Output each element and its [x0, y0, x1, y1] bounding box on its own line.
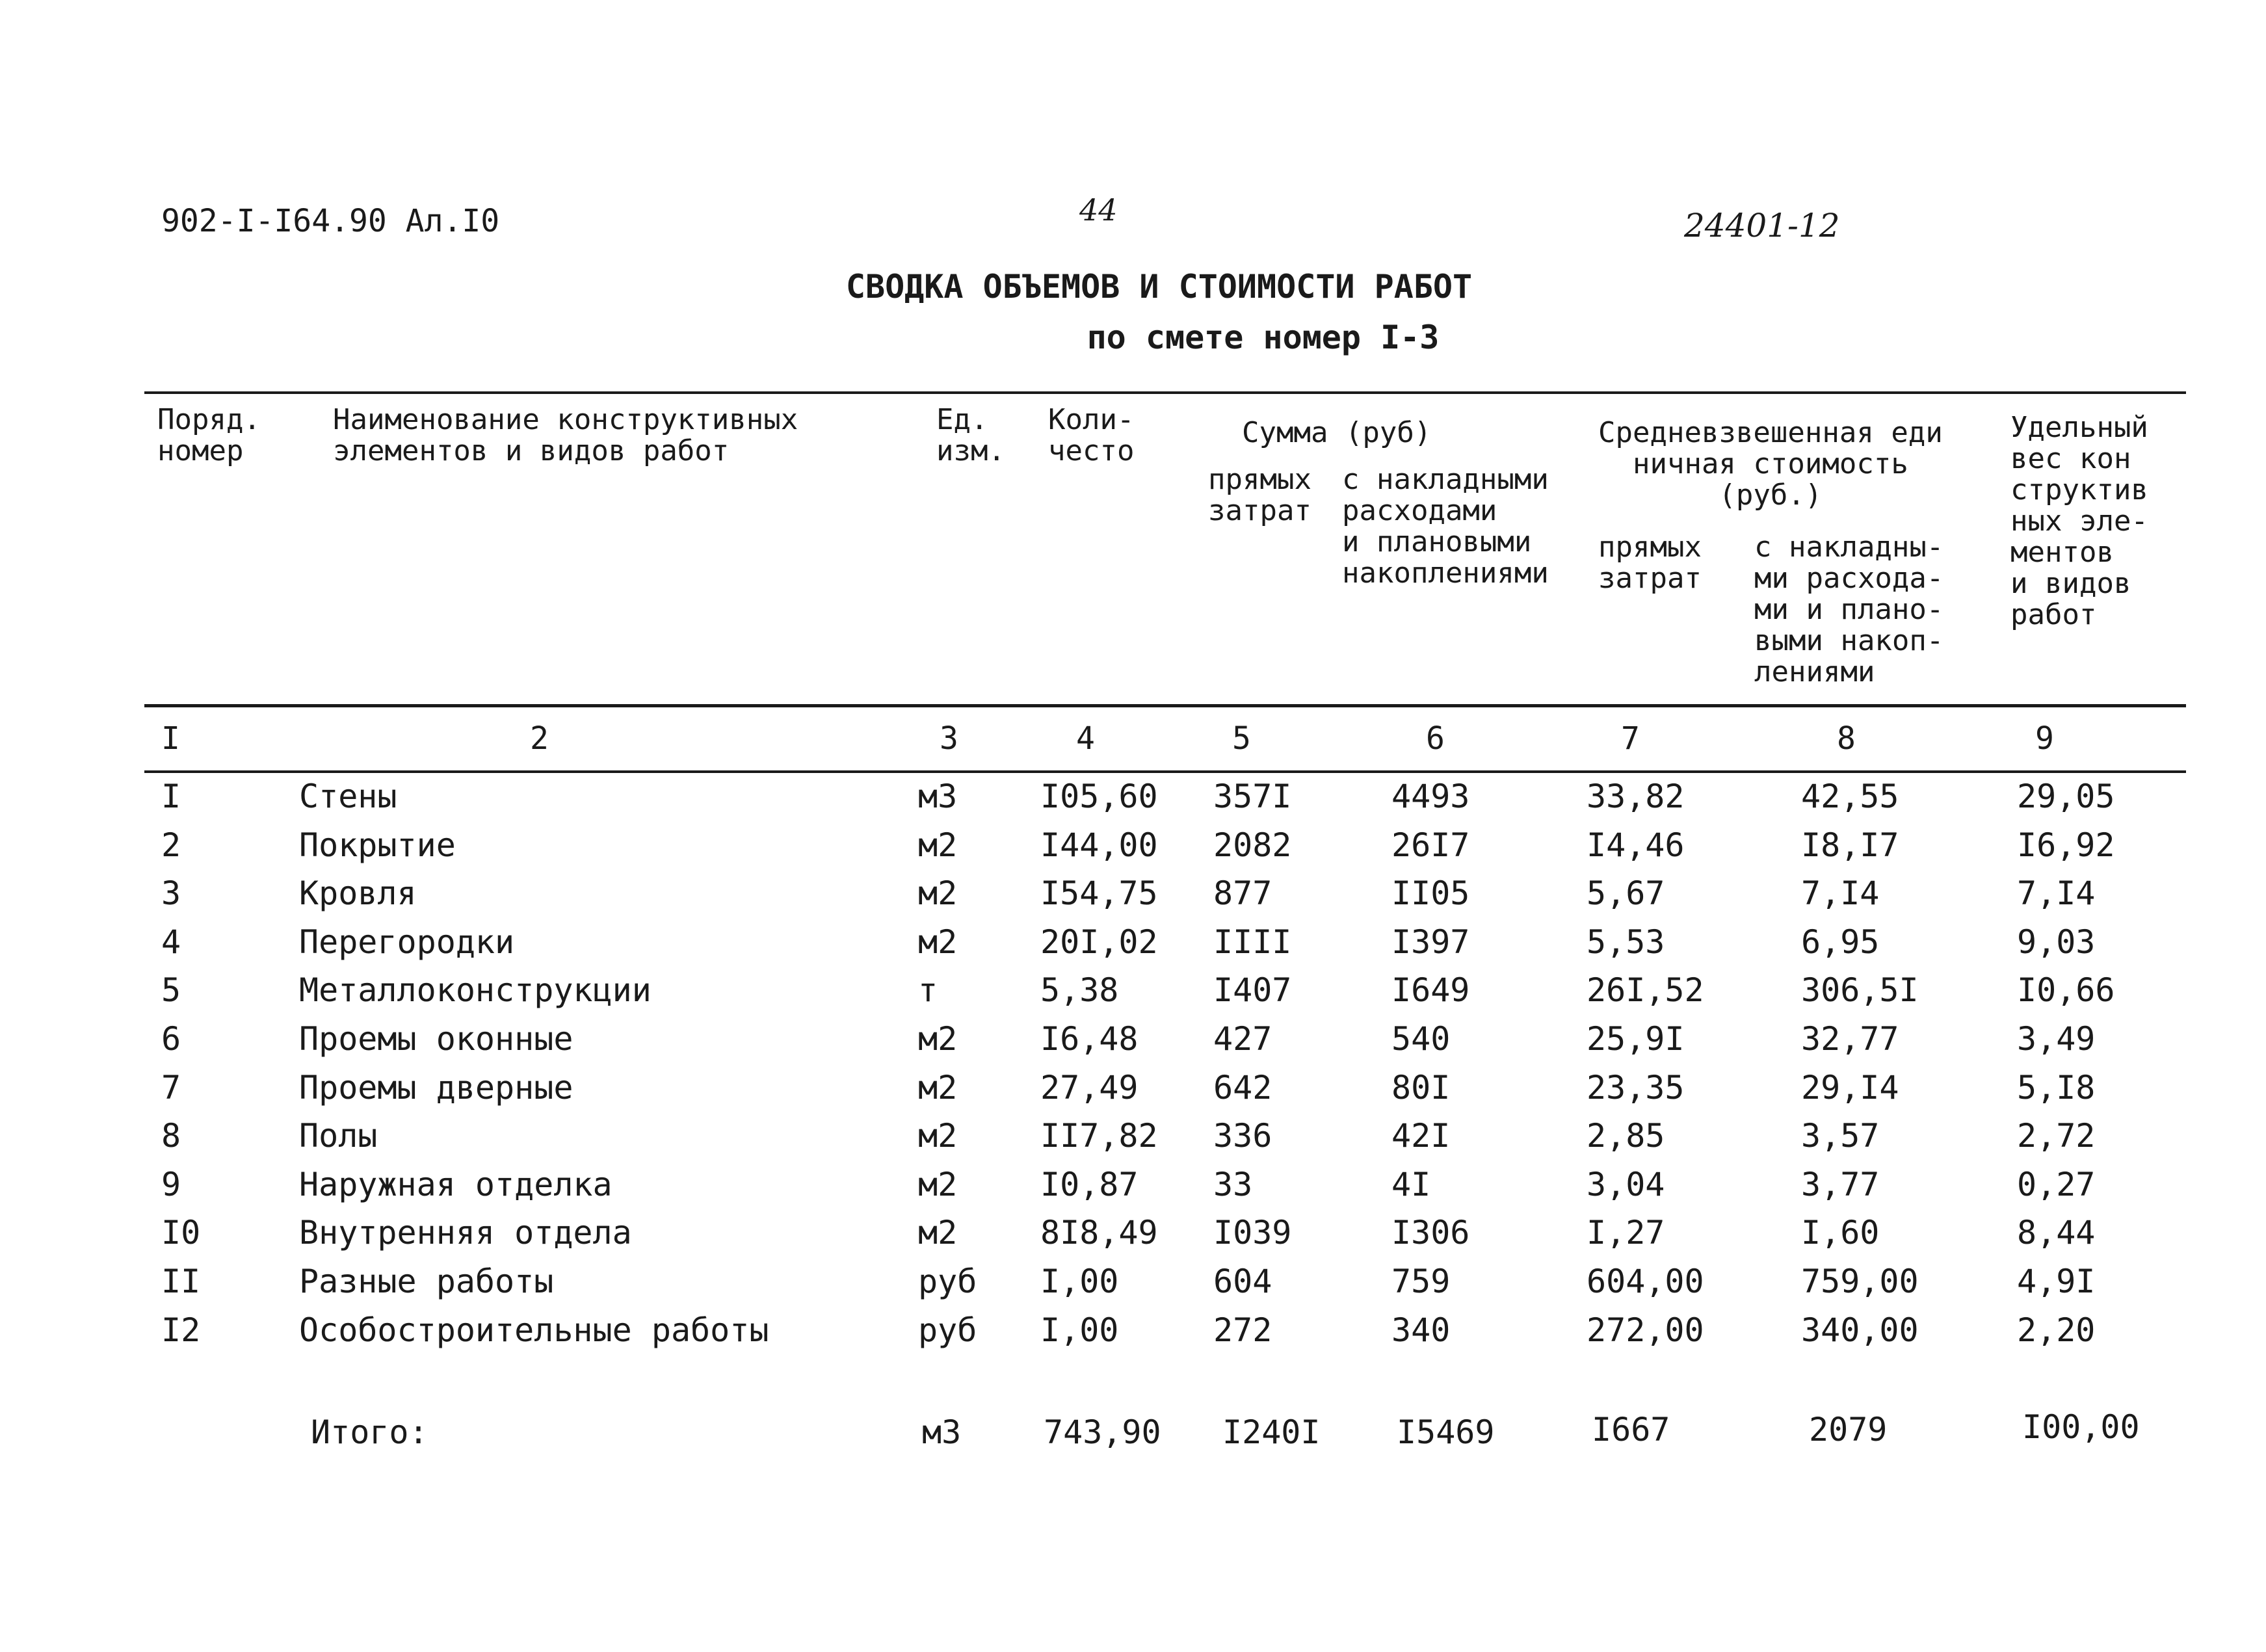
row-unit: м2 — [918, 1069, 958, 1107]
total-quantity: 743,90 — [1044, 1413, 1161, 1451]
row-share: 2,72 — [2017, 1117, 2096, 1155]
row-unit-with-overhead: 3,77 — [1801, 1166, 1880, 1203]
column-number-9: 9 — [2035, 720, 2054, 757]
row-unit-with-overhead: 759,00 — [1801, 1263, 1919, 1300]
row-number: 2 — [161, 826, 181, 864]
row-element-name: Перегородки — [299, 923, 515, 961]
row-direct-costs: 427 — [1213, 1020, 1272, 1058]
row-element-name: Наружная отделка — [299, 1166, 613, 1203]
column-number-4: 4 — [1076, 720, 1095, 757]
row-direct-costs: 2082 — [1213, 826, 1292, 864]
row-with-overhead: 759 — [1391, 1263, 1451, 1300]
row-share: 7,I4 — [2017, 874, 2096, 912]
row-share: 29,05 — [2017, 778, 2115, 815]
header-unit-direct: прямых затрат — [1598, 531, 1702, 595]
row-unit-direct: I4,46 — [1587, 826, 1685, 864]
row-quantity: 5,38 — [1040, 971, 1119, 1009]
row-share: 0,27 — [2017, 1166, 2096, 1203]
row-with-overhead: 42I — [1391, 1117, 1451, 1155]
row-direct-costs: 357I — [1213, 778, 1292, 815]
column-number-2: 2 — [530, 720, 549, 757]
row-element-name: Проемы дверные — [299, 1069, 573, 1107]
row-element-name: Проемы оконные — [299, 1020, 573, 1058]
row-unit: руб — [918, 1311, 977, 1349]
row-share: I6,92 — [2017, 826, 2115, 864]
row-direct-costs: I407 — [1213, 971, 1292, 1009]
row-element-name: Полы — [299, 1117, 378, 1155]
row-quantity: I0,87 — [1040, 1166, 1139, 1203]
row-share: 3,49 — [2017, 1020, 2096, 1058]
row-element-name: Особостроительные работы — [299, 1311, 769, 1349]
row-unit-with-overhead: 306,5I — [1801, 971, 1919, 1009]
row-quantity: 27,49 — [1040, 1069, 1139, 1107]
row-unit-direct: 26I,52 — [1587, 971, 1704, 1009]
column-number-1: I — [161, 720, 180, 757]
total-share: I00,00 — [2022, 1408, 2140, 1446]
row-number: 3 — [161, 874, 181, 912]
row-unit-direct: 3,04 — [1587, 1166, 1665, 1203]
row-unit: м2 — [918, 1214, 958, 1252]
row-unit: м2 — [918, 1117, 958, 1155]
row-direct-costs: 604 — [1213, 1263, 1272, 1300]
row-unit: м2 — [918, 826, 958, 864]
row-unit-direct: 23,35 — [1587, 1069, 1685, 1107]
row-unit-with-overhead: 3,57 — [1801, 1117, 1880, 1155]
header-unit: Ед. изм. — [936, 403, 1005, 467]
header-with-overhead: с накладными расходами и плановыми накоплениями — [1342, 463, 1549, 590]
row-with-overhead: 340 — [1391, 1311, 1451, 1349]
row-quantity: I05,60 — [1040, 778, 1158, 815]
row-direct-costs: 642 — [1213, 1069, 1272, 1107]
column-number-8: 8 — [1837, 720, 1856, 757]
page-subtitle: по смете номер I-3 — [1087, 319, 1440, 356]
row-number: 8 — [161, 1117, 181, 1155]
total-unit-with-overhead: 2079 — [1809, 1411, 1888, 1449]
row-quantity: I6,48 — [1040, 1020, 1139, 1058]
row-quantity: II7,82 — [1040, 1117, 1158, 1155]
page-number: 44 — [1079, 192, 1118, 228]
row-element-name: Стены — [299, 778, 397, 815]
header-order-number: Поряд. номер — [157, 403, 261, 467]
row-unit-direct: 5,53 — [1587, 923, 1665, 961]
document-reference: 24401-12 — [1684, 207, 1840, 244]
row-element-name: Покрытие — [299, 826, 456, 864]
row-share: 9,03 — [2017, 923, 2096, 961]
table-top-rule — [144, 391, 2186, 394]
row-with-overhead: 26I7 — [1391, 826, 1470, 864]
row-unit-with-overhead: 6,95 — [1801, 923, 1880, 961]
row-with-overhead: 4493 — [1391, 778, 1470, 815]
row-unit: м3 — [918, 778, 958, 815]
row-unit-with-overhead: 7,I4 — [1801, 874, 1880, 912]
row-with-overhead: 80I — [1391, 1069, 1451, 1107]
column-number-5: 5 — [1232, 720, 1251, 757]
row-with-overhead: I306 — [1391, 1214, 1470, 1252]
column-number-3: 3 — [940, 720, 958, 757]
row-unit: м2 — [918, 923, 958, 961]
row-direct-costs: 877 — [1213, 874, 1272, 912]
row-with-overhead: 540 — [1391, 1020, 1451, 1058]
row-number: I2 — [161, 1311, 201, 1349]
row-quantity: I,00 — [1040, 1263, 1119, 1300]
row-share: 2,20 — [2017, 1311, 2096, 1349]
row-unit-direct: I,27 — [1587, 1214, 1665, 1252]
row-number: 9 — [161, 1166, 181, 1203]
row-unit: м2 — [918, 874, 958, 912]
row-unit-direct: 5,67 — [1587, 874, 1665, 912]
row-unit-direct: 2,85 — [1587, 1117, 1665, 1155]
row-share: 8,44 — [2017, 1214, 2096, 1252]
document-code: 902-I-I64.90 Ал.I0 — [161, 203, 500, 239]
total-with-overhead: I5469 — [1397, 1413, 1495, 1451]
row-element-name: Разные работы — [299, 1263, 554, 1300]
row-element-name: Внутренняя отдела — [299, 1214, 632, 1252]
row-unit-direct: 25,9I — [1587, 1020, 1685, 1058]
row-direct-costs: IIII — [1213, 923, 1292, 961]
column-number-6: 6 — [1426, 720, 1445, 757]
row-quantity: 8I8,49 — [1040, 1214, 1158, 1252]
total-direct: I240I — [1222, 1413, 1321, 1451]
row-unit-with-overhead: 340,00 — [1801, 1311, 1919, 1349]
row-direct-costs: 33 — [1213, 1166, 1253, 1203]
row-quantity: I54,75 — [1040, 874, 1158, 912]
row-share: I0,66 — [2017, 971, 2115, 1009]
table-header-rule — [144, 704, 2186, 707]
row-quantity: 20I,02 — [1040, 923, 1158, 961]
row-quantity: I44,00 — [1040, 826, 1158, 864]
row-unit-with-overhead: I8,I7 — [1801, 826, 1899, 864]
row-quantity: I,00 — [1040, 1311, 1119, 1349]
row-unit: т — [918, 971, 938, 1009]
row-number: 4 — [161, 923, 181, 961]
row-direct-costs: I039 — [1213, 1214, 1292, 1252]
row-with-overhead: 4I — [1391, 1166, 1431, 1203]
row-number: II — [161, 1263, 201, 1300]
row-direct-costs: 336 — [1213, 1117, 1272, 1155]
row-unit-with-overhead: 29,I4 — [1801, 1069, 1899, 1107]
row-unit: руб — [918, 1263, 977, 1300]
row-unit-direct: 272,00 — [1587, 1311, 1704, 1349]
row-number: 7 — [161, 1069, 181, 1107]
row-unit-with-overhead: 42,55 — [1801, 778, 1899, 815]
row-element-name: Кровля — [299, 874, 417, 912]
row-number: I — [161, 778, 181, 815]
table-column-numbers-rule — [144, 770, 2186, 773]
header-share: Удельный вес кон структив ных эле- ментов и видов работ — [2010, 411, 2148, 631]
total-unit: м3 — [922, 1413, 962, 1451]
row-with-overhead: I649 — [1391, 971, 1470, 1009]
header-weighted-unit-cost-group: Средневзвешенная еди ничная стоимость (руб.) — [1598, 416, 1943, 512]
column-number-7: 7 — [1621, 720, 1640, 757]
page-title: СВОДКА ОБЪЕМОВ И СТОИМОСТИ РАБОТ — [845, 268, 1473, 306]
header-quantity: Коли- често — [1048, 403, 1135, 467]
row-direct-costs: 272 — [1213, 1311, 1272, 1349]
row-unit-direct: 33,82 — [1587, 778, 1685, 815]
header-unit-with-overhead: с накладны- ми расхода- ми и плано- выми накоп- лениями — [1754, 531, 1944, 688]
row-unit-direct: 604,00 — [1587, 1263, 1704, 1300]
row-unit-with-overhead: 32,77 — [1801, 1020, 1899, 1058]
row-with-overhead: I397 — [1391, 923, 1470, 961]
header-sum-group: Сумма (руб) — [1242, 416, 1432, 449]
row-number: I0 — [161, 1214, 201, 1252]
row-unit-with-overhead: I,60 — [1801, 1214, 1880, 1252]
row-with-overhead: II05 — [1391, 874, 1470, 912]
header-direct-costs: прямых затрат — [1208, 463, 1311, 527]
total-label: Итого: — [311, 1413, 428, 1451]
row-unit: м2 — [918, 1166, 958, 1203]
row-number: 5 — [161, 971, 181, 1009]
row-unit: м2 — [918, 1020, 958, 1058]
row-share: 5,I8 — [2017, 1069, 2096, 1107]
header-element-name: Наименование конструктивных элементов и видов работ — [333, 403, 798, 467]
total-unit-direct: I667 — [1592, 1411, 1670, 1449]
row-element-name: Металлоконструкции — [299, 971, 652, 1009]
row-share: 4,9I — [2017, 1263, 2096, 1300]
row-number: 6 — [161, 1020, 181, 1058]
